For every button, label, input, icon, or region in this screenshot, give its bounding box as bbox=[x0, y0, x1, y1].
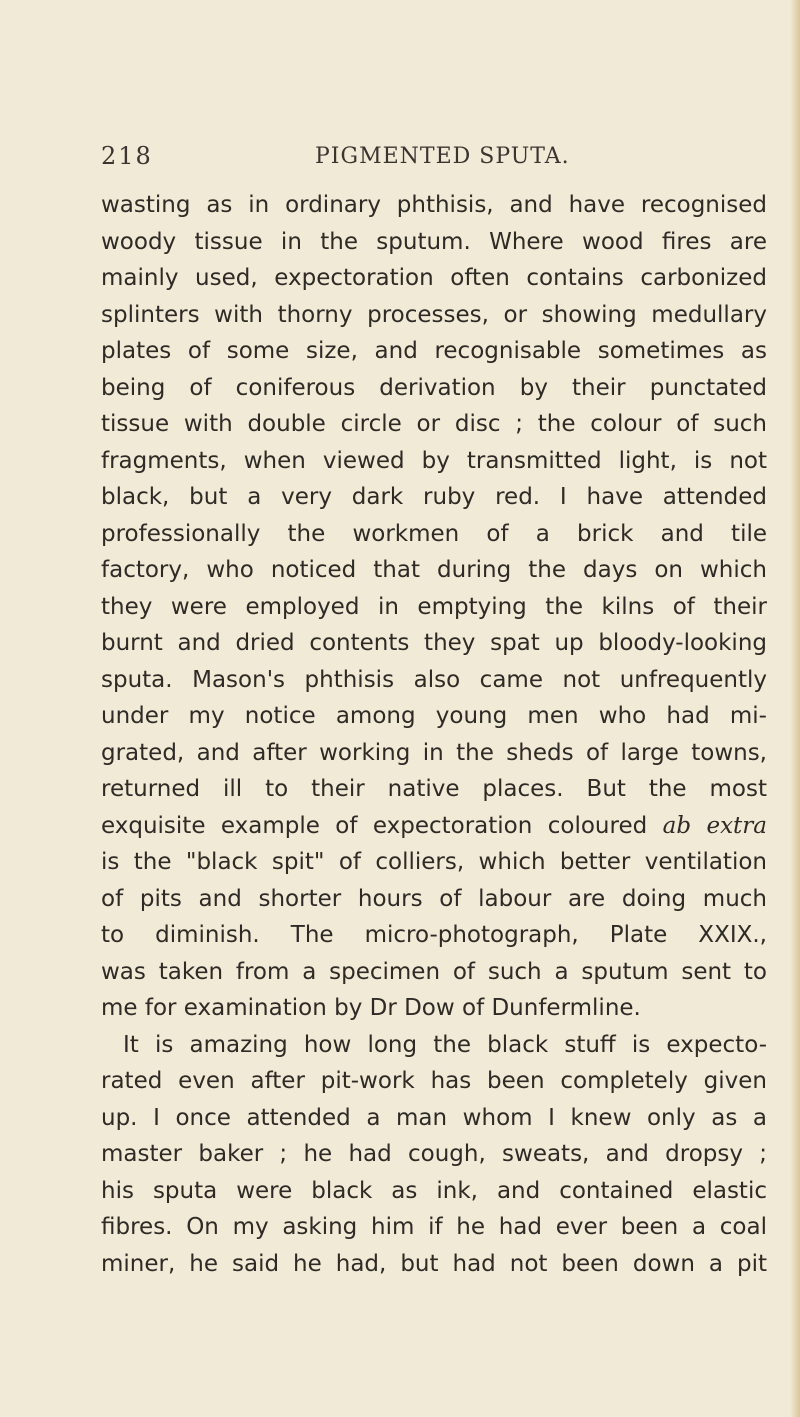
text-line: tissue with double circle or disc ; the colour of such bbox=[101, 411, 767, 437]
paragraph-start-line: It is amazing how long the black stuff is expecto- bbox=[123, 1031, 767, 1058]
text-line: plates of some size, and recognisable sometimes as bbox=[101, 338, 767, 364]
text-line: they were employed in emptying the kilns of their bbox=[101, 593, 767, 620]
text-line: his sputa were black as ink, and contained elastic bbox=[101, 1177, 767, 1204]
page-number: 218 bbox=[101, 142, 153, 170]
text-line: rated even after pit-work has been completely given bbox=[101, 1068, 767, 1094]
italic-phrase: ab extra bbox=[662, 812, 768, 839]
text-line: to diminish. The micro-photograph, Plate XXIX., bbox=[101, 922, 767, 948]
text-line: fibres. On my asking him if he had ever been a coal bbox=[101, 1214, 767, 1240]
text-line: burnt and dried contents they spat up bloody-looking bbox=[101, 630, 767, 656]
page-edge-shadow bbox=[790, 0, 800, 1417]
text-line bbox=[101, 808, 767, 845]
text-line: factory, who noticed that during the days on which bbox=[101, 557, 767, 583]
text-line: of pits and shorter hours of labour are doing much bbox=[101, 885, 767, 912]
text-line: returned ill to their native places. But the most bbox=[101, 776, 767, 802]
text-line: mainly used, expectoration often contains carbonized bbox=[101, 265, 767, 291]
text-line: wasting as in ordinary phthisis, and have recognised bbox=[101, 192, 767, 218]
text-line: is the "black spit" of colliers, which better ventilation bbox=[101, 849, 767, 875]
running-head: PIGMENTED SPUTA. bbox=[315, 144, 570, 169]
text-line: sputa. Mason's phthisis also came not unfrequently bbox=[101, 666, 767, 693]
text-line: professionally the workmen of a brick and tile bbox=[101, 520, 767, 547]
text-line: master baker ; he had cough, sweats, and dropsy ; bbox=[101, 1141, 767, 1167]
text-line: me for examination by Dr Dow of Dunfermline. bbox=[101, 995, 641, 1021]
text-line: black, but a very dark ruby red. I have attended bbox=[101, 484, 767, 510]
text-line: up. I once attended a man whom I knew only as a bbox=[101, 1104, 767, 1131]
text-line: was taken from a specimen of such a sputum sent to bbox=[101, 958, 767, 985]
text-line: fragments, when viewed by transmitted light, is not bbox=[101, 447, 767, 474]
text-line: woody tissue in the sputum. Where wood fires are bbox=[101, 228, 767, 255]
text-line: splinters with thorny processes, or showing medullary bbox=[101, 301, 767, 328]
text-line: grated, and after working in the sheds of large towns, bbox=[101, 739, 767, 766]
page-header bbox=[101, 142, 761, 178]
text-line: being of coniferous derivation by their punctated bbox=[101, 374, 767, 401]
body-text bbox=[101, 187, 767, 1282]
text-fragment: exquisite example of expectoration coloured bbox=[101, 812, 663, 839]
text-line: under my notice among young men who had mi- bbox=[101, 703, 767, 729]
text-line: miner, he said he had, but had not been down a pit bbox=[101, 1250, 767, 1277]
